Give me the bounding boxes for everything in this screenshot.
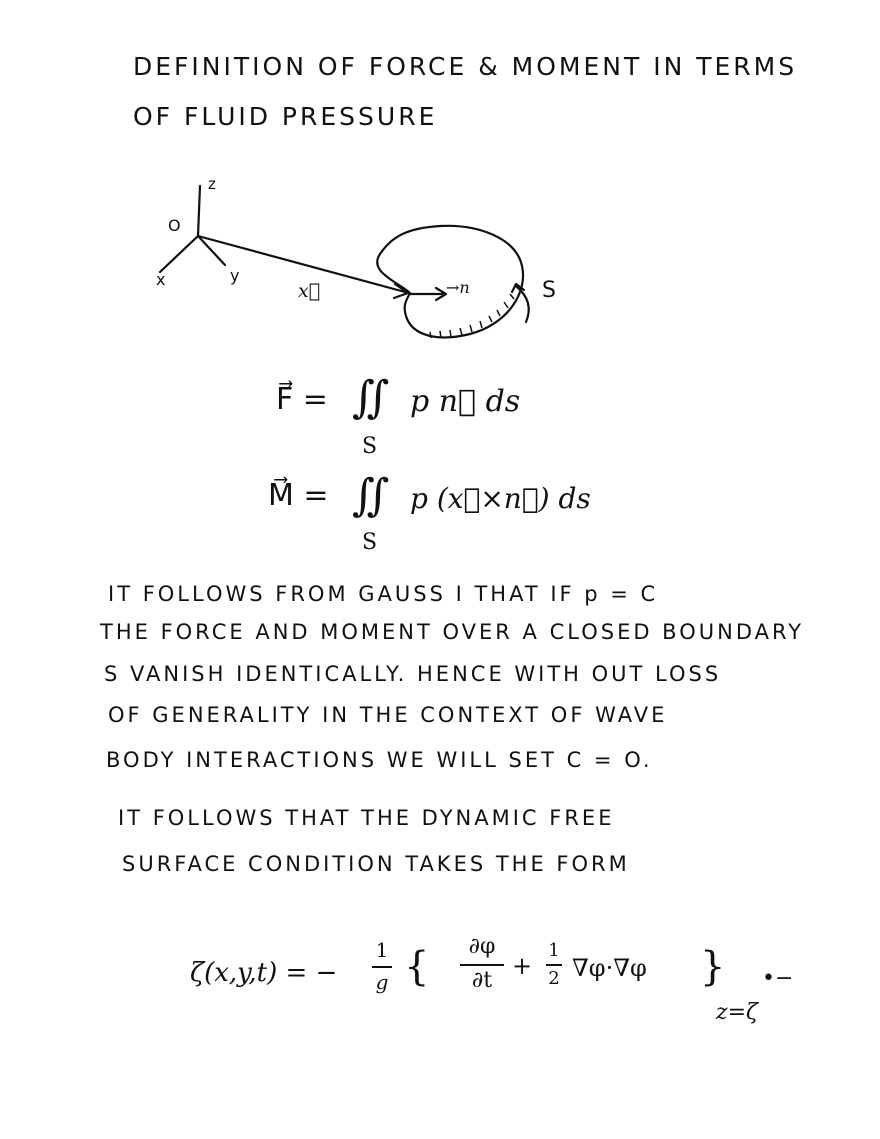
final-eq-tail: •−: [762, 966, 794, 991]
paragraph2-line1: IT FOLLOWS THAT THE DYNAMIC FREE: [118, 806, 615, 830]
z-axis-label: z: [208, 175, 216, 193]
normal-vector-label: →n: [446, 278, 470, 297]
surface-pointer: [516, 286, 529, 322]
origin-label: O: [168, 216, 181, 235]
position-vector-label: x⃗: [298, 280, 321, 302]
paragraph1-line4: OF GENERALITY IN THE CONTEXT OF WAVE: [108, 703, 668, 727]
final-eq-subscript: z=ζ: [716, 1000, 758, 1025]
x-axis: [160, 236, 198, 272]
paragraph1-line2: THE FORCE AND MOMENT OVER A CLOSED BOUNDARY: [100, 620, 805, 644]
moment-lhs: M⃗ =: [268, 478, 329, 513]
final-eq-term1-numerator: ∂φ: [468, 934, 496, 959]
x-axis-label: x: [156, 270, 166, 289]
force-domain: S: [362, 434, 378, 459]
title-line-1: DEFINITION OF FORCE & MOMENT IN TERMS: [133, 52, 798, 81]
paragraph2-line2: SURFACE CONDITION TAKES THE FORM: [122, 852, 630, 876]
final-eq-fraction-bar: [372, 966, 392, 968]
final-eq-term1-bar: [460, 964, 504, 966]
surface-hatching: [430, 294, 514, 338]
final-eq-half-bar: [546, 964, 562, 966]
moment-integrand: p (x⃗×n⃗) ds: [410, 482, 591, 515]
final-eq-half-numerator: 1: [548, 940, 560, 961]
z-axis: [198, 186, 200, 236]
final-eq-lhs: ζ(x,y,t) = −: [190, 958, 338, 988]
paragraph1-line1: IT FOLLOWS FROM GAUSS I THAT IF p = C: [108, 582, 659, 606]
force-integrand: p n⃗ ds: [410, 384, 521, 419]
final-eq-plus: +: [512, 952, 533, 980]
final-eq-term2: ∇φ·∇φ: [572, 954, 647, 982]
title-line-2: OF FLUID PRESSURE: [133, 102, 438, 131]
moment-domain: S: [362, 530, 378, 555]
paragraph1-line3: S VANISH IDENTICALLY. HENCE WITH OUT LOSS: [104, 662, 722, 686]
final-eq-open-brace: {: [404, 944, 430, 990]
paragraph1-line5: BODY INTERACTIONS WE WILL SET C = O.: [106, 748, 653, 772]
final-eq-close-brace: }: [700, 944, 726, 990]
force-integral-sign: ∬: [352, 372, 390, 423]
moment-integral-sign: ∬: [352, 470, 390, 521]
y-axis-label: y: [230, 266, 240, 285]
force-lhs: F⃗ =: [276, 382, 328, 417]
final-eq-term1-denominator: ∂t: [471, 968, 493, 993]
final-eq-half-denominator: 2: [548, 968, 560, 989]
surface-label: S: [542, 278, 556, 303]
final-eq-fraction-numerator: 1: [375, 938, 389, 962]
final-eq-fraction-denominator: g: [375, 970, 389, 994]
